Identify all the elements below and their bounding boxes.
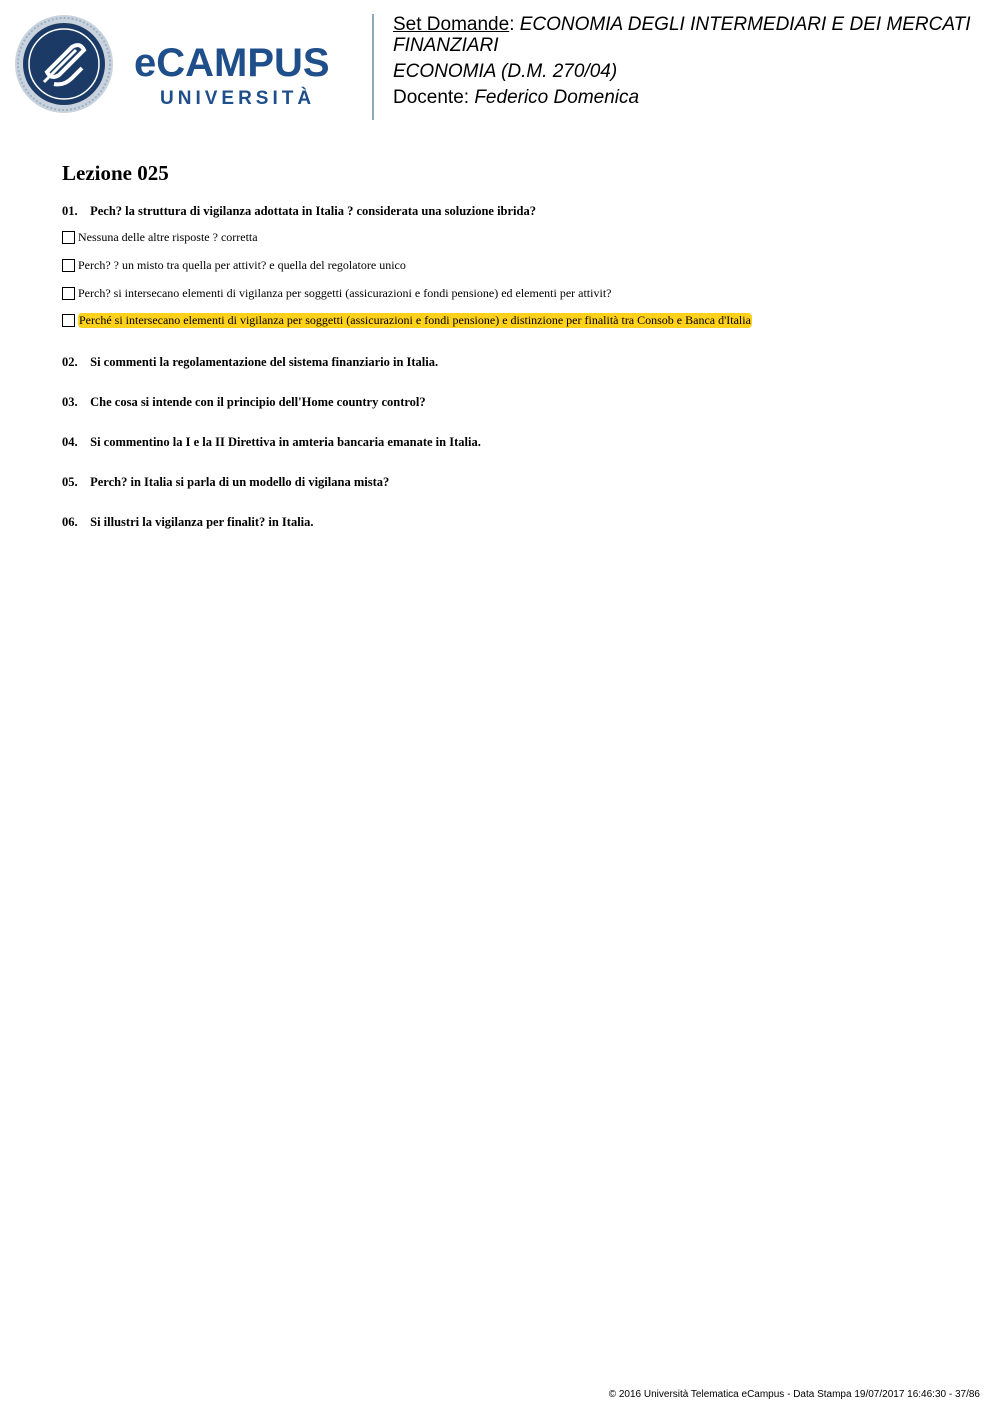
question-text: Si commentino la I e la II Direttiva in amteria bancaria emanate in Italia. (90, 435, 481, 449)
answer-option-4-correct[interactable] (62, 313, 752, 328)
docente-line (393, 87, 993, 108)
ecampus-wordmark-logo (134, 42, 356, 82)
answer-text: Perch? si intersecano elementi di vigilanza per soggetti (assicurazioni e fondi pensione) ed elementi per attivit? (78, 286, 612, 300)
answer-text-highlighted: Perché si intersecano elementi di vigilanza per soggetti (assicurazioni e fondi pensione) e distinzione per finalità tra Consob e Banca d'Italia (79, 313, 751, 327)
ecampus-seal-logo (14, 14, 114, 114)
set-label: Set Domande (393, 14, 510, 35)
answer-option-1[interactable] (62, 230, 258, 245)
course-title: ECONOMIA DEGLI INTERMEDIARI E DEI MERCATI FINANZIARI (393, 14, 971, 56)
page-footer: © 2016 Università Telematica eCampus - Data Stampa 19/07/2017 16:46:30 - 37/86 (608, 1389, 980, 1400)
checkbox-icon[interactable] (62, 314, 75, 327)
svg-text:eCAMPUS: eCAMPUS (134, 42, 330, 82)
question-02 (62, 355, 438, 370)
header-divider (372, 14, 374, 120)
lesson-title: Lezione 025 (62, 161, 169, 185)
checkbox-icon[interactable] (62, 231, 75, 244)
question-05 (62, 475, 389, 490)
question-04 (62, 435, 481, 450)
answer-text: Nessuna delle altre risposte ? corretta (78, 230, 258, 244)
set-line (393, 14, 993, 56)
question-number: 01. (62, 204, 78, 218)
checkbox-icon[interactable] (62, 287, 75, 300)
question-text: Pech? la struttura di vigilanza adottata in Italia ? considerata una soluzione ibrida? (90, 204, 536, 218)
checkbox-icon[interactable] (62, 259, 75, 272)
question-text: Si illustri la vigilanza per finalit? in Italia. (90, 515, 314, 529)
question-number: 03. (62, 395, 78, 409)
answer-option-3[interactable] (62, 286, 611, 301)
logo-subtitle: UNIVERSITÀ (160, 88, 316, 109)
degree-name: ECONOMIA (D.M. 270/04) (393, 61, 618, 82)
question-number: 06. (62, 515, 78, 529)
docente-name: Federico Domenica (474, 87, 640, 108)
degree-line (393, 61, 993, 82)
question-number: 02. (62, 355, 78, 369)
question-06 (62, 515, 314, 530)
page-header (0, 0, 1000, 130)
question-number: 05. (62, 475, 78, 489)
answer-text: Perch? ? un misto tra quella per attivit? e quella del regolatore unico (78, 258, 406, 272)
question-text: Perch? in Italia si parla di un modello di vigilana mista? (90, 475, 390, 489)
answer-option-2[interactable] (62, 258, 406, 273)
question-01 (62, 204, 536, 219)
header-info (393, 14, 993, 113)
question-text: Si commenti la regolamentazione del sistema finanziario in Italia. (90, 355, 439, 369)
question-03 (62, 395, 426, 410)
docente-label: Docente: (393, 87, 470, 108)
set-separator: : (509, 14, 515, 35)
question-number: 04. (62, 435, 78, 449)
question-text: Che cosa si intende con il principio dell'Home country control? (90, 395, 426, 409)
